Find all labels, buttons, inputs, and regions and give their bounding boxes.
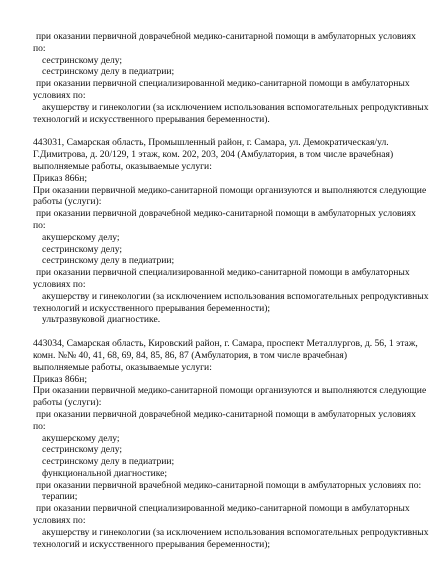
text-line: выполняемые работы, оказываемые услуги: <box>33 361 212 373</box>
text-line: при оказании первичной специализированной медико-санитарной помощи в амбулаторных <box>36 78 410 90</box>
text-line: работы (услуги): <box>33 196 102 208</box>
text-line: При оказании первичной медико-санитарной помощи организуются и выполняются следующие <box>33 184 427 196</box>
text-line: условиях по: <box>33 89 86 101</box>
text-line: при оказании первичной специализированной медико-санитарной помощи в амбулаторных <box>36 267 410 279</box>
text-line: по: <box>33 219 46 231</box>
text-line: ультразвуковой диагностике. <box>42 314 161 326</box>
text-line: сестринскому делу; <box>42 54 123 66</box>
text-line: функциональной диагностике; <box>42 467 168 479</box>
text-line: сестринскому делу в педиатрии; <box>42 255 175 267</box>
text-line: условиях по: <box>33 278 86 290</box>
text-line: при оказании первичной доврачебной медико-санитарной помощи в амбулаторных условиях <box>36 208 416 220</box>
text-line: технологий и искусственного прерывания беременности); <box>33 538 271 550</box>
text-line: Приказ 866н; <box>33 373 88 385</box>
text-line: акушерскому делу; <box>42 231 120 243</box>
text-line: комн. №№ 40, 41, 68, 69, 84, 85, 86, 87 (Амбулатория, в том числе врачебная) <box>33 349 348 361</box>
text-line: терапии; <box>42 491 78 503</box>
text-line: 443034, Самарская область, Кировский район, г. Самара, проспект Металлургов, д. 56, 1 этаж, <box>33 338 418 350</box>
text-line: сестринскому делу; <box>42 444 123 456</box>
text-line: при оказании первичной доврачебной медико-санитарной помощи в амбулаторных условиях <box>36 408 416 420</box>
text-line: сестринскому делу; <box>42 243 123 255</box>
text-line: При оказании первичной медико-санитарной помощи организуются и выполняются следующие <box>33 385 427 397</box>
text-line: при оказании первичной специализированной медико-санитарной помощи в амбулаторных <box>36 503 410 515</box>
text-line: условиях по: <box>33 515 86 527</box>
text-line: технологий и искусственного прерывания беременности); <box>33 302 271 314</box>
text-line: технологий и искусственного прерывания беременности). <box>33 113 270 125</box>
text-line: акушерству и гинекологии (за исключением использования вспомогательных репродуктивных <box>42 290 429 302</box>
text-line: по: <box>33 42 46 54</box>
text-line: Приказ 866н; <box>33 172 88 184</box>
text-line: выполняемые работы, оказываемые услуги: <box>33 160 212 172</box>
text-line: акушерству и гинекологии (за исключением использования вспомогательных репродуктивных <box>42 526 429 538</box>
text-line: Г.Димитрова, д. 20/129, 1 этаж, ком. 202, 203, 204 (Амбулатория, в том числе врачебная) <box>33 149 394 161</box>
text-line: 443031, Самарская область, Промышленный район, г. Самара, ул. Демократическая/ул. <box>33 137 389 149</box>
text-line: по: <box>33 420 46 432</box>
text-line: при оказании первичной врачебной медико-санитарной помощи в амбулаторных условиях по: <box>36 479 422 491</box>
text-line: акушерству и гинекологии (за исключением использования вспомогательных репродуктивных <box>42 101 429 113</box>
text-line: сестринскому делу в педиатрии; <box>42 66 175 78</box>
address-block-kirovsky <box>33 338 429 550</box>
text-line: акушерскому делу; <box>42 432 120 444</box>
address-block-promyshlenny <box>33 137 429 326</box>
text-line: сестринскому делу в педиатрии; <box>42 456 175 468</box>
license-block-continuation <box>33 31 429 125</box>
text-line: при оказании первичной доврачебной медико-санитарной помощи в амбулаторных условиях <box>36 31 416 42</box>
text-line: работы (услуги): <box>33 397 102 409</box>
